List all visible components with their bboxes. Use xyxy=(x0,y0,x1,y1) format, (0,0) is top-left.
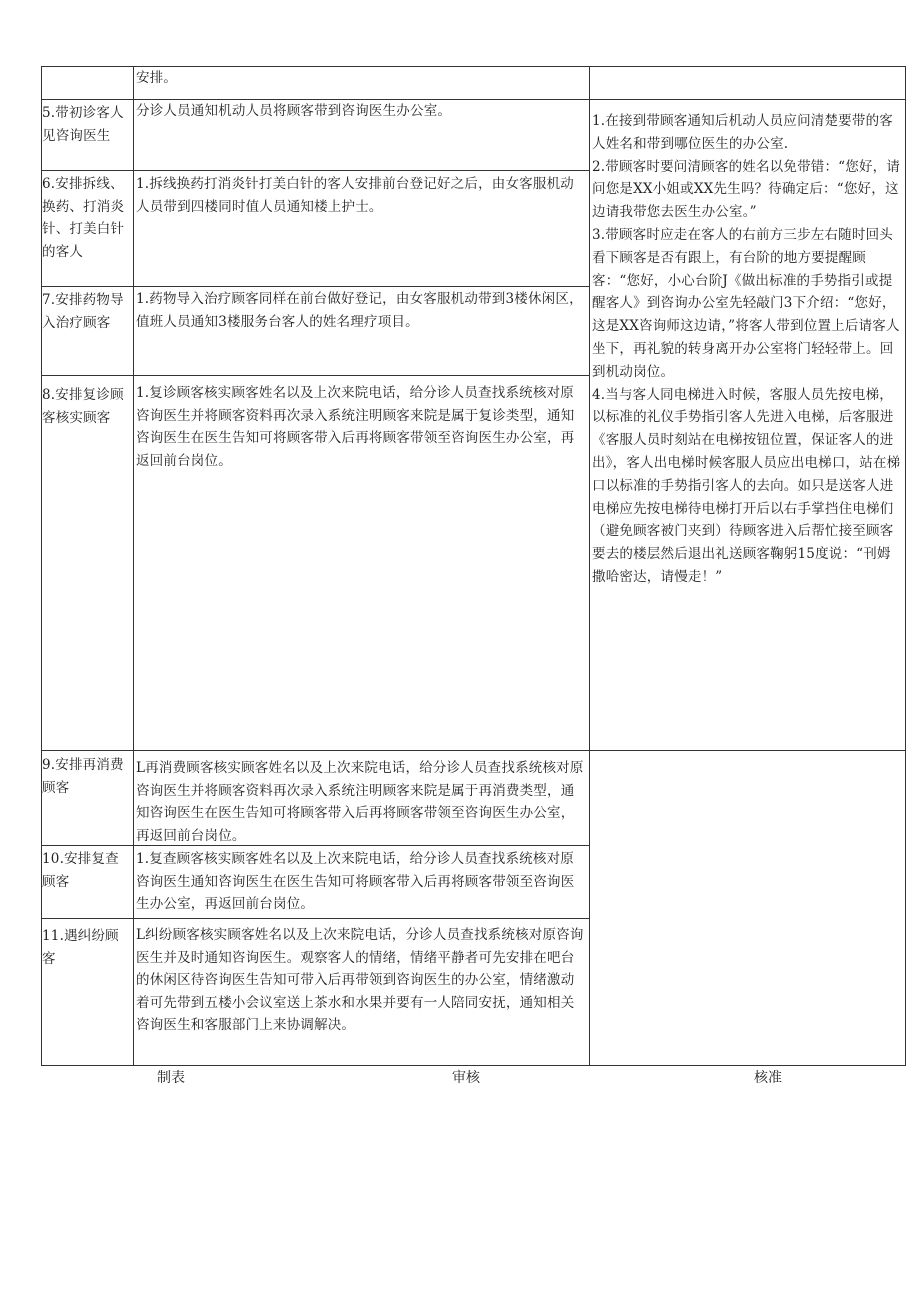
col-divider-1 xyxy=(133,66,134,1066)
row-divider xyxy=(41,375,590,376)
row5-content: 分诊人员通知机动人员将顾客带到咨询医生办公室。 xyxy=(136,103,452,119)
row-divider xyxy=(41,286,590,287)
notes-content: 1.在接到带顾客通知后机动人员应问清楚要带的客人姓名和带到哪位医生的办公室. 2.带顾客时要问清顾客的姓名以免带错：“您好，请问您是XX小姐或XX先生吗？待确定后：“您好，这边请我带您去医生办公室。” 3.带顾客时应走在客人的右前方三步左右随时回头看下顾客是否有跟上，有台阶的地方要提醒顾客：“您好，小心台阶J《做出标准的手势指引或提醒客人》到咨询办公室先轻敲门3下介绍：“您好，这是XX咨询师这边请，”将客人带到位置上后请客人坐下，再礼貌的转身离开办公室将门轻轻带上。回到机动岗位。 4.当与客人同电梯进入时候，客服人员先按电梯，以标准的礼仪手势指引客人先进入电梯，后客服进《客服人员时刻站在电梯按钮位置，保证客人的进出》，客人出电梯时候客服人员应出电梯口，站在梯口以标准的手势指引客人的去向。如只是送客人进电梯应先按电梯待电梯打开后以右手掌挡住电梯们（避免顾客被门夹到）待顾客进入后帮忙接至顾客要去的楼层然后退出礼送顾客鞠躬15度说：“刊姆撒哈密达，请慢走！” xyxy=(592,113,901,585)
row5-label: 5.带初诊客人见咨询医生 xyxy=(42,105,124,144)
row-divider-notes xyxy=(589,99,906,100)
row6-label: 6.安排拆线、换药、打消炎针、打美白针的客人 xyxy=(42,176,125,260)
signature-prepared-label: 制表 xyxy=(157,1070,185,1086)
row0-content: 安排。 xyxy=(136,70,178,86)
signature-reviewed-label: 审核 xyxy=(452,1070,480,1086)
row7-content: 1.药物导入治疗顾客同样在前台做好登记，由女客服机动带到3楼休闲区，值班人员通知3楼服务台客人的姓名理疗项目。 xyxy=(136,291,583,330)
col-divider-2 xyxy=(589,66,590,1066)
row-divider xyxy=(41,918,590,919)
table-border-bottom xyxy=(41,1065,906,1066)
table-border-right xyxy=(905,66,906,1066)
row-divider xyxy=(41,750,906,751)
row8-label: 8.安排复诊顾客核实顾客 xyxy=(42,387,124,426)
row10-content: 1.复查顾客核实顾客姓名以及上次来院电话，给分诊人员查找系统核对原咨询医生通知咨询医生在医生告知可将顾客带入后再将顾客带领至咨询医生办公室，再返回前台岗位。 xyxy=(136,851,575,912)
row11-content: L纠纷顾客核实顾客姓名以及上次来院电话，分诊人员查找系统核对原咨询医生并及时通知咨询医生。观察客人的情绪，情绪平静者可先安排在吧台的休闲区待咨询医生告知可带入后再带领到咨询医生的办公室，情绪激动着可先带到五楼小会议室送上茶水和水果并要有一人陪同安抚，通知相关咨询医生和客服部门上来协调解决。 xyxy=(136,927,584,1033)
row8-content: 1.复诊顾客核实顾客姓名以及上次来院电话，给分诊人员查找系统核对原咨询医生并将顾客资料再次录入系统注明顾客来院是属于复诊类型，通知咨询医生在医生告知可将顾客带入后再将顾客带领至咨询医生办公室，再返回前台岗位。 xyxy=(136,385,575,469)
row6-content: 1.拆线换药打消炎针打美白针的客人安排前台登记好之后，由女客服机动人员带到四楼同时值人员通知楼上护士。 xyxy=(136,176,574,215)
row9-content: L再消费顾客核实顾客姓名以及上次来院电话，给分诊人员查找系统核对原咨询医生并将顾客资料再次录入系统注明顾客来院是属于再消费类型，通知咨询医生在医生告知可将顾客带入后再将顾客带领至咨询医生办公室，再返回前台岗位。 xyxy=(136,760,584,844)
row10-label: 10.安排复查顾客 xyxy=(42,851,119,890)
row7-label: 7.安排药物导入治疗顾客 xyxy=(42,292,124,331)
row-divider xyxy=(41,170,590,171)
row11-label: 11.遇纠纷顾客 xyxy=(42,928,119,967)
signature-approved-label: 核准 xyxy=(754,1070,782,1086)
row9-label: 9.安排再消费顾客 xyxy=(42,757,124,796)
